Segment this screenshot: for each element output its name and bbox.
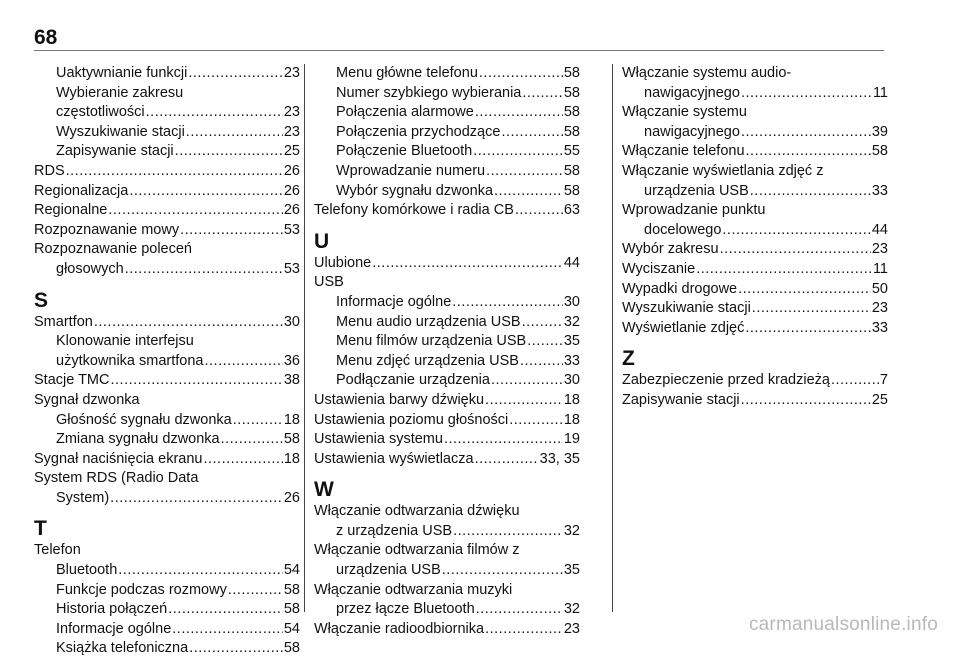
- index-entry[interactable]: Ustawienia poziomu głośności ..... 18: [314, 411, 580, 431]
- index-entry[interactable]: Głośność sygnału dzwonka ..... 18: [34, 411, 300, 431]
- page-ref: 26: [283, 489, 300, 506]
- page-ref: 11: [872, 260, 888, 277]
- index-entry[interactable]: Ustawienia systemu ..... 19: [314, 430, 580, 450]
- index-entry[interactable]: Historia połączeń ..... 58: [34, 600, 300, 620]
- index-entry[interactable]: Regionalizacja ..... 26: [34, 182, 300, 202]
- index-entry-continuation[interactable]: urządzenia USB ..... 33: [622, 182, 888, 202]
- page-ref: 32: [563, 313, 580, 330]
- index-entry[interactable]: Wyszukiwanie stacji ..... 23: [622, 299, 888, 319]
- index-entry[interactable]: Sygnał naciśnięcia ekranu ..... 18: [34, 450, 300, 470]
- page-ref: 58: [871, 143, 888, 160]
- index-entry: Rozpoznawanie poleceń: [34, 241, 192, 258]
- section-letter: U: [314, 229, 330, 253]
- page-ref: 30: [563, 293, 580, 310]
- index-entry: Klonowanie interfejsu: [56, 333, 194, 350]
- index-entry[interactable]: Numer szybkiego wybierania ..... 58: [314, 84, 580, 104]
- page-ref: 53: [283, 260, 300, 277]
- page-ref: 7: [879, 372, 888, 389]
- page-ref: 54: [283, 562, 300, 579]
- page-ref: 26: [283, 202, 300, 219]
- page-ref: 23: [871, 241, 888, 258]
- header-rule: [34, 50, 884, 51]
- page-ref: 32: [563, 522, 580, 539]
- page-ref: 58: [563, 162, 580, 179]
- page-ref: 63: [563, 202, 580, 219]
- page-ref: 58: [563, 182, 580, 199]
- index-entry: Wprowadzanie punktu: [622, 202, 766, 219]
- index-entry[interactable]: Ulubione ..... 44: [314, 254, 580, 274]
- index-column-1: [34, 64, 300, 659]
- page-ref: 58: [283, 640, 300, 657]
- page-ref: 58: [563, 123, 580, 140]
- index-entry[interactable]: Włączanie telefonu ..... 58: [622, 142, 888, 162]
- page-ref: 53: [283, 221, 300, 238]
- index-entry[interactable]: Wyświetlanie zdjęć ..... 33: [622, 319, 888, 339]
- index-entry[interactable]: Menu filmów urządzenia USB ..... 35: [314, 332, 580, 352]
- page-ref: 33, 35: [539, 450, 580, 467]
- index-entry-continuation[interactable]: częstotliwości ..... 23: [34, 103, 300, 123]
- page-ref: 35: [563, 562, 580, 579]
- index-entry-continuation[interactable]: nawigacyjnego ..... 39: [622, 123, 888, 143]
- page-ref: 23: [283, 65, 300, 81]
- page-ref: 55: [563, 143, 580, 160]
- page-ref: 18: [563, 411, 580, 428]
- page-ref: 30: [563, 372, 580, 389]
- page-ref: 23: [871, 300, 888, 317]
- index-entry[interactable]: Regionalne ..... 26: [34, 201, 300, 221]
- index-entry[interactable]: RDS ..... 26: [34, 162, 300, 182]
- index-entry: Włączanie odtwarzania dźwięku: [314, 503, 520, 520]
- page-ref: 50: [871, 280, 888, 297]
- index-entry-continuation[interactable]: docelowego ..... 44: [622, 221, 888, 241]
- index-entry[interactable]: Połączenia przychodzące ..... 58: [314, 123, 580, 143]
- index-entry: USB: [314, 274, 344, 291]
- page-ref: 18: [283, 450, 300, 467]
- index-entry-continuation[interactable]: nawigacyjnego ..... 11: [622, 84, 888, 104]
- page-ref: 58: [563, 104, 580, 121]
- page-ref: 58: [283, 431, 300, 448]
- index-entry[interactable]: Funkcje podczas rozmowy ..... 58: [34, 581, 300, 601]
- index-entry[interactable]: Wyszukiwanie stacji ..... 23: [34, 123, 300, 143]
- index-entry[interactable]: Zapisywanie stacji ..... 25: [34, 142, 300, 162]
- index-entry: Włączanie odtwarzania muzyki: [314, 581, 513, 598]
- section-letter: W: [314, 478, 334, 502]
- index-entry-continuation[interactable]: głosowych ..... 53: [34, 260, 300, 280]
- page-ref: 39: [871, 123, 888, 140]
- column-divider: [304, 64, 305, 612]
- index-entry-continuation[interactable]: przez łącze Bluetooth ..... 32: [314, 600, 580, 620]
- index-entry[interactable]: Zapisywanie stacji ..... 25: [622, 391, 888, 411]
- page-ref: 18: [563, 391, 580, 408]
- page-ref: 58: [283, 581, 300, 598]
- page-ref: 23: [283, 104, 300, 121]
- index-entry[interactable]: Menu główne telefonu ..... 58: [314, 64, 580, 84]
- index-entry[interactable]: Menu zdjęć urządzenia USB ..... 33: [314, 352, 580, 372]
- index-entry[interactable]: Telefony komórkowe i radia CB ..... 63: [314, 201, 580, 221]
- index-entry: System RDS (Radio Data: [34, 470, 199, 487]
- index-entry[interactable]: Połączenia alarmowe ..... 58: [314, 103, 580, 123]
- index-entry[interactable]: Wybór sygnału dzwonka ..... 58: [314, 182, 580, 202]
- column-divider: [612, 64, 613, 612]
- index-entry: Włączanie systemu audio-: [622, 65, 792, 81]
- page-number: 68: [34, 26, 58, 49]
- index-entry: Włączanie odtwarzania filmów z: [314, 542, 520, 559]
- page-ref: 58: [563, 65, 580, 81]
- index-entry[interactable]: Informacje ogólne ..... 30: [314, 293, 580, 313]
- index-entry-continuation[interactable]: urządzenia USB ..... 35: [314, 561, 580, 581]
- index-entry: Wybieranie zakresu: [56, 84, 184, 101]
- page-ref: 26: [283, 182, 300, 199]
- index-entry: Włączanie systemu: [622, 104, 747, 121]
- watermark: carmanualsonline.info: [748, 614, 938, 635]
- index-entry: Telefon: [34, 542, 81, 559]
- section-letter: T: [34, 517, 47, 541]
- section-letter: Z: [622, 347, 635, 371]
- page-ref: 23: [283, 123, 300, 140]
- index-column-3: [622, 64, 888, 411]
- index-entry[interactable]: Włączanie radioodbiornika ..... 23: [314, 620, 580, 640]
- index-entry[interactable]: Bluetooth ..... 54: [34, 561, 300, 581]
- index-entry-continuation[interactable]: z urządzenia USB ..... 32: [314, 522, 580, 542]
- page-ref: 33: [563, 352, 580, 369]
- page-ref: 58: [563, 84, 580, 101]
- page-ref: 23: [563, 620, 580, 637]
- page-ref: 33: [871, 319, 888, 336]
- index-entry[interactable]: Ustawienia barwy dźwięku ..... 18: [314, 391, 580, 411]
- page-ref: 25: [283, 143, 300, 160]
- index-entry-continuation[interactable]: System) ..... 26: [34, 489, 300, 509]
- index-entry[interactable]: Połączenie Bluetooth ..... 55: [314, 142, 580, 162]
- index-entry[interactable]: Wypadki drogowe ..... 50: [622, 280, 888, 300]
- index-entry[interactable]: Zmiana sygnału dzwonka ..... 58: [34, 430, 300, 450]
- index-entry[interactable]: Uaktywnianie funkcji ..... 23: [34, 64, 300, 84]
- index-entry[interactable]: Wprowadzanie numeru ..... 58: [314, 162, 580, 182]
- page-ref: 54: [283, 620, 300, 637]
- page-ref: 19: [563, 431, 580, 448]
- index-entry: Włączanie wyświetlania zdjęć z: [622, 162, 824, 179]
- index-entry[interactable]: Książka telefoniczna ..... 58: [34, 639, 300, 659]
- section-letter: S: [34, 288, 49, 312]
- index-entry[interactable]: Stacje TMC ..... 38: [34, 371, 300, 391]
- page-ref: 33: [871, 182, 888, 199]
- index-column-2: [314, 64, 580, 639]
- page-ref: 36: [283, 352, 300, 369]
- index-entry[interactable]: Wyciszanie ..... 11: [622, 260, 888, 280]
- page-ref: 38: [283, 372, 300, 389]
- page-ref: 26: [283, 162, 300, 179]
- index-entry[interactable]: Ustawienia wyświetlacza ..... 33, 35: [314, 450, 580, 470]
- index-entry[interactable]: Wybór zakresu ..... 23: [622, 240, 888, 260]
- page-ref: 18: [283, 411, 300, 428]
- page-ref: 11: [872, 84, 888, 101]
- page-ref: 35: [563, 333, 580, 350]
- index-entry[interactable]: Podłączanie urządzenia ..... 30: [314, 371, 580, 391]
- page-ref: 30: [283, 313, 300, 330]
- page-ref: 44: [563, 254, 580, 271]
- index-entry[interactable]: Rozpoznawanie mowy ..... 53: [34, 221, 300, 241]
- index-entry[interactable]: Menu audio urządzenia USB ..... 32: [314, 313, 580, 333]
- page-ref: 44: [871, 221, 888, 238]
- page-ref: 32: [563, 601, 580, 618]
- page-ref: 58: [283, 601, 300, 618]
- index-entry-continuation[interactable]: użytkownika smartfona ..... 36: [34, 352, 300, 372]
- index-entry[interactable]: Smartfon ..... 30: [34, 313, 300, 333]
- page-ref: 25: [871, 391, 888, 408]
- index-entry[interactable]: Zabezpieczenie przed kradzieżą ..... 7: [622, 371, 888, 391]
- index-entry[interactable]: Informacje ogólne ..... 54: [34, 620, 300, 640]
- index-entry: Sygnał dzwonka: [34, 391, 140, 408]
